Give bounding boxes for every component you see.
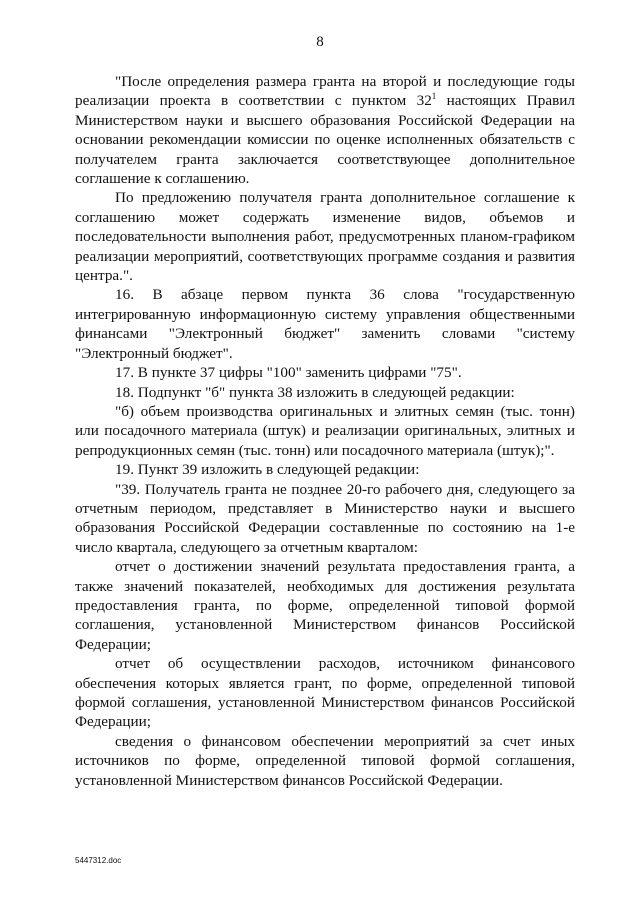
paragraph-report-expenses: отчет об осуществлении расходов, источником финансового обеспечения которых является грант, по форме, определенной типовой формой соглашения, установленной Министерством финансов Российской Федерации;: [75, 655, 575, 731]
paragraph-item-18: 18. Подпункт "б" пункта 38 изложить в следующей редакции:: [115, 383, 515, 401]
paragraph-additional-agreement: По предложению получателя гранта дополнительное соглашение к соглашению может содержать изменение видов, объемов и последовательности выполнения работ, предусмотренных планом-графиком реализации мероприятий, соответствующих программе создания и развития центра.".: [75, 189, 575, 285]
footer-document-code: 5447312.doc: [75, 856, 122, 865]
paragraph-item-39: "39. Получатель гранта не позднее 20-го рабочего дня, следующего за отчетным периодом, представляет в Министерство науки и высшего образования Российской Федерации составленные по состоянию на 1-е число квартала, следующего за отчетным кварталом:: [75, 480, 575, 556]
paragraph-item-19: 19. Пункт 39 изложить в следующей редакции:: [115, 461, 420, 479]
paragraph-item-17: 17. В пункте 37 цифры "100" заменить цифрами "75".: [115, 364, 462, 382]
paragraph-item-16: 16. В абзаце первом пункта 36 слова "государственную интегрированную информационную систему управления общественными финансами "Электронный бюджет" заменить словами "систему "Электронный бюджет".: [75, 286, 575, 362]
paragraph-financial-info: сведения о финансовом обеспечении мероприятий за счет иных источников по форме, определенной типовой формой соглашения, установленной Министерством финансов Российской Федерации.: [75, 732, 575, 789]
page-number: 8: [316, 34, 324, 50]
paragraph-text: настоящих Правил Министерством науки и высшего образования Российской Федерации на основании рекомендации комиссии по оценке исполненных обязательств с получателем гранта заключается соответствующее дополнительное соглашение к соглашению.: [75, 92, 575, 188]
paragraph-report-results: отчет о достижении значений результата предоставления гранта, а также значений показателей, необходимых для достижения результата предоставления гранта, по форме, определенной типовой формой соглашения, установленной Министерством финансов Российской Федерации;: [75, 558, 575, 653]
superscript-index: 1: [431, 91, 437, 102]
paragraph-subitem-b: "б) объем производства оригинальных и элитных семян (тыс. тонн) или посадочного материала (штук) и реализации оригинальных, элитных и репродукционных семян (тыс. тонн) или посадочного материала (штук);".: [75, 402, 575, 459]
document-body: [75, 72, 575, 790]
paragraph-grant-size: [75, 72, 575, 188]
paragraph-text: "После определения размера гранта на второй и последующие годы реализации проекта в соответствии с пунктом 32: [75, 73, 575, 110]
